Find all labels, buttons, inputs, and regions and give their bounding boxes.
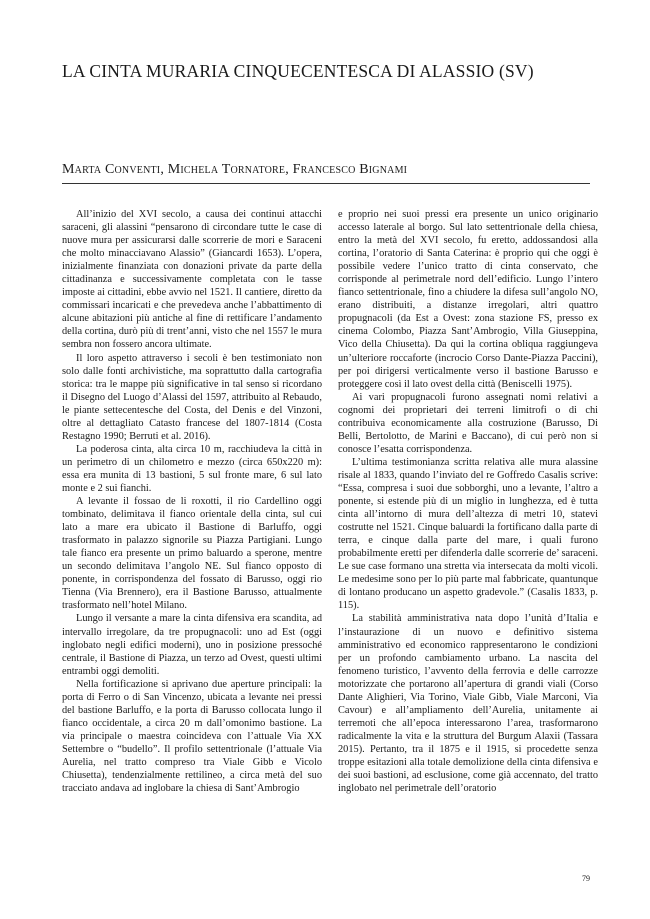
article-title: LA CINTA MURARIA CINQUECENTESCA DI ALASSIO (SV) [62,61,534,81]
paragraph: A levante il fossao de li roxotti, il rio Cardellino oggi tombinato, delimitava il fianco orientale della cinta, sul cui lato a mare era ubicato il Bastione di Barluffo, oggi trasformato in palazzo signorile su Piazza Partigiani. Lungo tale fianco era presente un primo baluardo a sperone, mentre un secondo delimitava l’angolo NE. Sul fianco opposto di ponente, in corrispondenza del fossato di Barusso, oggi rio Tienna (Via Brennero), era il Bastione Barusso, attualmente trasformato nell’hotel Milano. [62,496,322,612]
right-text-column [338,208,598,863]
left-text-column [62,208,322,863]
paragraph: La stabilità amministrativa nata dopo l’unità d’Italia e l’instaurazione di un nuovo e definitivo sistema amministrativo ed economico rappresentarono le condizioni per un profondo cambiamento urbano. La nascita del fenomeno turistico, l’avvento della ferrovia e delle carrozze motorizzate che portarono all’apertura di grandi viali (Corso Dante Alighieri, Via Torino, Viale Gibb, Viale Marconi, Via Cavour) e all’ampliamento dell’Aurelia, unitamente ai terremoti che all’epoca interessarono l’area, trasformarono radicalmente la vita e la struttura del Burgum Alaxii (Tassara 2015). Pertanto, tra il 1875 e il 1915, si procedette senza troppe esitazioni alla totale demolizione della cinta difensiva e dei suoi bastioni, ad esclusione, come già accennato, del tratto inglobato nel perimetrale dell’oratorio [338,613,598,795]
paragraph: Ai vari propugnacoli furono assegnati nomi relativi a cognomi dei proprietari dei terreni limitrofi o di chi contribuiva economicamente alla costruzione (Barusso, Di Belli, Bertolotto, de Marini e Baccano), di cui però non si conosce l’esatta corrispondenza. [338,391,598,455]
paragraph: Il loro aspetto attraverso i secoli è ben testimoniato non solo dalle fonti archivistiche, ma soprattutto dalla cartografia storica: tra le mappe più significative in tal senso si ricordano il Disegno del Luogo d’Alassi del 1597, attribuito al Rebaudo, le piante settecentesche del Costa, del Denis e del Vinzoni, oltre al dettagliato Catasto francese del 1807-1814 (Costa Restagno 1990; Berruti et al. 2016). [62,352,322,442]
header-divider [62,183,590,184]
paragraph: All’inizio del XVI secolo, a causa dei continui attacchi saraceni, gli alassini “pensarono di circondare tutte le case di nuove mura per assicurarsi dalle scorrerie de mori e Saraceni che molto minacciavano Alassio” (Giancardi 1653). L’opera, inizialmente finanziata con donazioni private da parte della cittadinanza e successivamente completata con le tasse imposte ai cittadini, ebbe avvio nel 1521. Il cantiere, diretto da commissari incaricati e che prevedeva anche l’abbattimento di alcune abitazioni più antiche al fine di rettificare l’andamento della cortina, durò più di trent’anni, visto che nel 1557 le mura sembra non fossero ancora ultimate. [62,209,322,351]
paragraph: e proprio nei suoi pressi era presente un unico originario accesso laterale al borgo. Sul lato settentrionale della chiesa, entro la metà del XVI secolo, fu eretto, addossandosi alla cortina, l’oratorio di Santa Caterina: è proprio qui che oggi è possibile vedere l’unico tratto di cinta conservato, che corrisponde al perimetrale nord dell’edificio. Lungo l’intero fianco settentrionale, fino a chiudere la difesa sull’angolo NO, erano distribuiti, a distanze irregolari, altri quattro propugnacoli (da Est a Ovest: zona stazione FS, presso ex cinema Colombo, Piazza Sant’Ambrogio, Villa Giuseppina, Vico della Chiusetta). Da qui la cortina obliqua raggiungeva un’ulteriore roccaforte (incrocio Corso Dante-Piazza Paccini), per poi dirigersi verticalmente verso il bastione Barusso e proteggere così il lato ovest della città (Beniscelli 1975). [338,209,598,390]
page-number: 79 [582,874,590,883]
paragraph: Lungo il versante a mare la cinta difensiva era scandita, ad intervallo irregolare, da tre propugnacoli: uno ad Est (oggi inglobato negli edifici moderni), uno in posizione pressoché centrale, il Bastione di Piazza, un terzo ad Ovest, questi ultimi entrambi oggi demoliti. [62,613,322,677]
author-list: Marta Conventi, Michela Tornatore, Francesco Bignami [62,162,408,177]
paragraph: Nella fortificazione si aprivano due aperture principali: la porta di Ferro o di San Vincenzo, ubicata a levante nei pressi del bastione Barluffo, e la porta di Barusso collocata lungo il fianco occidentale, a circa 20 m dall’omonimo bastione. La via principale o maestra coincideva con l’attuale Via XX Settembre o “budello”. Il profilo settentrionale (l’attuale Via Aurelia, nel tratto compreso tra Viale Gibb e Vicolo Chiusetta), tendenzialmente rettilineo, a circa metà del suo tracciato andava ad inglobare la chiesa di Sant’Ambrogio [62,678,322,795]
paragraph: La poderosa cinta, alta circa 10 m, racchiudeva la città in un perimetro di un chilometro e mezzo (circa 650x220 m): essa era munita di 13 bastioni, 5 sul fronte mare, 6 sul lato monte e 2 sui fianchi. [62,443,322,494]
paragraph: L’ultima testimonianza scritta relativa alle mura alassine risale al 1833, quando l’inviato del re Goffredo Casalis scrive: “Essa, compresa i suoi due sobborghi, uno a levante, l’altro a ponente, si estende più di un miglio in lunghezza, ed è tutta cinta all’intorno di mura dell’altezza di metri 10, statevi costrutte nel 1521. Cinque baluardi la fortificano dalla parte di terra, e cinque dalla parte del mare, i quali furono probabilmente eretti per difenderla dalle scorrerie de’ saraceni. Le sue case formano una stretta via intersecata da molti vicoli. Le medesime sono per lo più parte mal fabbricate, quantunque di lontano producano un aspetto gradevole.” (Casalis 1833, p. 115). [338,456,598,612]
